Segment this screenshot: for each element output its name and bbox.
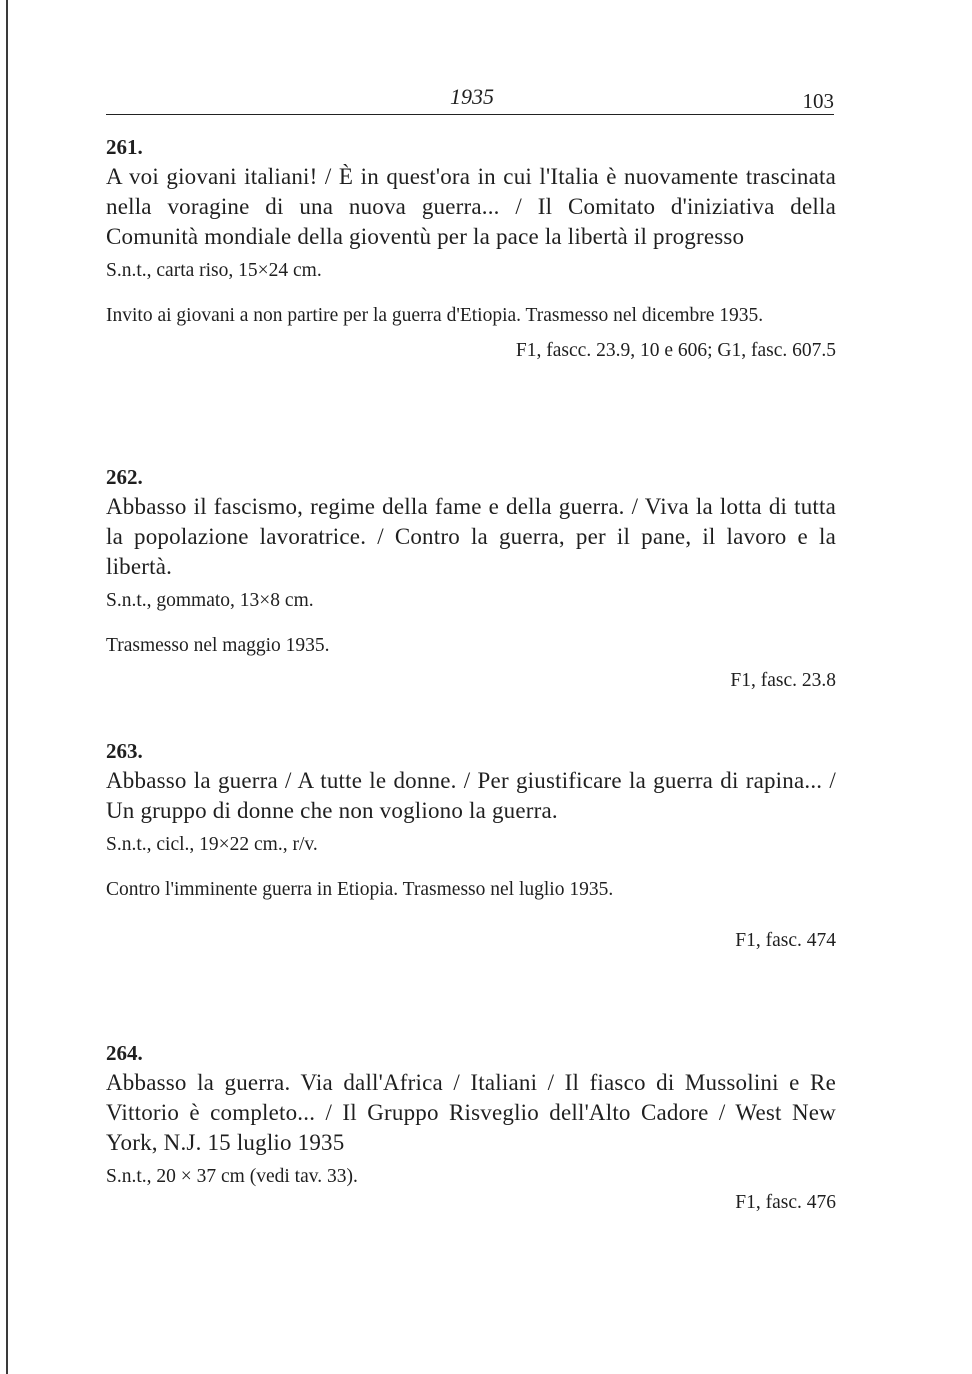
catalog-entry — [106, 134, 836, 364]
entry-note: Contro l'imminente guerra in Etiopia. Trasmesso nel luglio 1935. — [106, 879, 614, 900]
entry-title: Abbasso la guerra / A tutte le donne. / Per giustificare la guerra di rapina... / Un gruppo di donne che non vogliono la guerra. — [106, 768, 836, 823]
entry-source: F1, fasc. 476 — [735, 1192, 836, 1213]
running-title: 1935 — [450, 84, 494, 109]
page-edge-border — [6, 0, 8, 1374]
entry-number: 262. — [106, 465, 143, 489]
page-number: 103 — [802, 89, 834, 113]
entry-source: F1, fascc. 23.9, 10 e 606; G1, fasc. 607.5 — [515, 340, 836, 361]
entry-note: Invito ai giovani a non partire per la guerra d'Etiopia. Trasmesso nel dicembre 1935. — [106, 305, 764, 326]
header-rule — [106, 114, 834, 115]
entry-title: A voi giovani italiani! / È in quest'ora in cui l'Italia è nuovamente trascinata nella voragine di una nuova guerra... / Il Comitato d'iniziativa della Comunità mondiale della gioventù per la pace la libertà il progresso — [106, 164, 836, 249]
entry-description: S.n.t., 20 × 37 cm (vedi tav. 33). — [106, 1166, 358, 1187]
entry-title: Abbasso la guerra. Via dall'Africa / Italiani / Il fiasco di Mussolini e Re Vittorio è completo... / Il Gruppo Risveglio dell'Alto Cadore / West New York, N.J. 15 luglio 1935 — [106, 1070, 836, 1155]
entry-description: S.n.t., gommato, 13×8 cm. — [106, 590, 314, 611]
entry-description: S.n.t., cicl., 19×22 cm., r/v. — [106, 834, 318, 855]
entry-description: S.n.t., carta riso, 15×24 cm. — [106, 260, 322, 281]
entry-source: F1, fasc. 23.8 — [730, 670, 836, 691]
page-header — [106, 80, 834, 116]
catalog-entry — [106, 738, 836, 954]
entry-source: F1, fasc. 474 — [735, 930, 836, 951]
entry-title: Abbasso il fascismo, regime della fame e della guerra. / Viva la lotta di tutta la popolazione lavoratrice. / Contro la guerra, per il pane, il lavoro e la libertà. — [106, 494, 836, 579]
catalog-entry — [106, 1040, 836, 1216]
catalog-entry — [106, 464, 836, 694]
entry-number: 263. — [106, 739, 143, 763]
entry-number: 261. — [106, 135, 143, 159]
entry-number: 264. — [106, 1041, 143, 1065]
entry-note: Trasmesso nel maggio 1935. — [106, 635, 330, 656]
